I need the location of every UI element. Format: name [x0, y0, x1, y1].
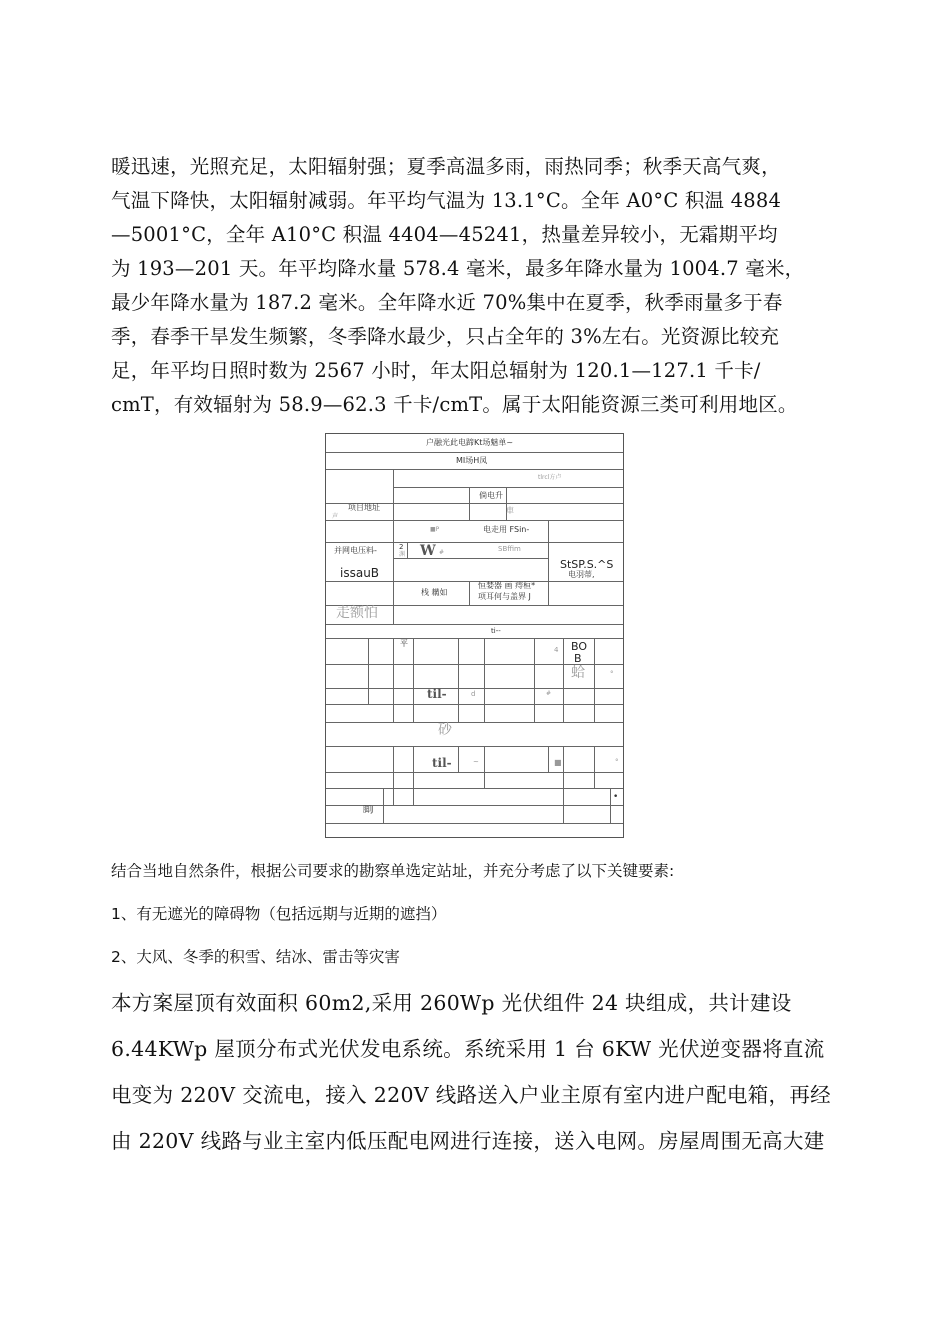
- form-cell-text: StSP.S.^S: [560, 558, 614, 571]
- form-cell-text: 車: [506, 506, 514, 515]
- paragraph-line: cmT，有效辐射为 58.9—62.3 千卡/cmT。属于太阳能资源三类可利用地区。: [111, 393, 798, 416]
- form-rule: [484, 638, 485, 722]
- form-cell-text: til-: [432, 756, 452, 770]
- paragraph-line: 由 220V 线路与业主室内低压配电网进行连接，送入电网。房屋周围无高大建: [111, 1129, 825, 1153]
- form-rule: [413, 746, 414, 805]
- notes-item-1: 1、有无遮光的障碍物（包括远期与近期的遮挡）: [111, 905, 447, 923]
- form-cell-text: #: [546, 690, 552, 697]
- form-cell-text: 渊: [399, 551, 406, 558]
- form-title: 户融光此电蹄Kt场魅单~: [426, 438, 514, 447]
- form-cell-text: 走额怕: [336, 605, 378, 621]
- form-cell-text: SBffim: [498, 545, 521, 553]
- form-cell-text: ■P: [430, 526, 440, 533]
- form-rule: [469, 581, 470, 605]
- paragraph-line: 最少年降水量为 187.2 毫米。全年降水近 70%集中在夏季，秋季雨量多于春: [111, 291, 783, 314]
- form-cell-text: B: [574, 652, 582, 665]
- form-cell-text: ~: [473, 758, 479, 766]
- form-cell-text: 声: [332, 513, 339, 520]
- form-cell-text: 4: [554, 646, 559, 654]
- form-cell-text: •: [613, 792, 619, 802]
- form-cell-text: 电走用 FSin-: [483, 525, 530, 534]
- form-rule: [326, 772, 623, 773]
- form-cell-text: BO: [571, 640, 588, 653]
- paragraph-line: 季，春季干旱发生频繁，冬季降水最少，只占全年的 3%左右。光资源比较充: [111, 325, 780, 348]
- form-rule: [326, 788, 623, 789]
- paragraph-line: 6.44KWp 屋顶分布式光伏发电系统。系统采用 1 台 6KW 光伏逆变器将直流: [111, 1037, 825, 1061]
- form-cell-text: 电羽蒂,: [568, 570, 595, 579]
- form-rule: [610, 788, 611, 823]
- form-cell-text: 倘电升: [479, 491, 503, 500]
- form-cell-text: issauB: [340, 566, 380, 580]
- form-rule: [594, 638, 595, 722]
- form-rule: [326, 542, 623, 543]
- intro-paragraph: [111, 150, 851, 422]
- form-rule: [326, 581, 623, 582]
- form-subtitle: MI场H凤: [456, 456, 488, 465]
- form-cell-text: ti--: [491, 627, 501, 635]
- form-rule: [413, 638, 414, 722]
- system-description-paragraph: [111, 980, 851, 1164]
- form-rule: [563, 788, 564, 823]
- form-rule: [326, 520, 623, 521]
- form-cell-text: #: [439, 549, 445, 556]
- form-rule: [563, 638, 564, 722]
- form-cell-text: 蛤: [571, 665, 585, 681]
- form-rule: [326, 688, 623, 689]
- form-rule: [393, 469, 394, 624]
- paragraph-line: 为 193—201 天。年平均降水量 578.4 毫米，最多年降水量为 1004.7 毫米，: [111, 257, 805, 280]
- form-rule: [548, 520, 549, 581]
- form-rule: [393, 558, 548, 559]
- form-cell-text: °: [615, 758, 619, 766]
- form-cell-text: 脚J: [363, 805, 374, 814]
- form-rule: [326, 746, 623, 747]
- form-cell-text: °: [610, 670, 614, 678]
- form-label-project-address: 项目地址: [348, 503, 380, 512]
- form-cell-text: 平: [400, 639, 408, 648]
- form-cell-text: 项耳何与盖界 J: [478, 592, 531, 601]
- notes-intro: 结合当地自然条件，根据公司要求的勘察单选定站址，并充分考虑了以下关键要素:: [111, 862, 675, 880]
- form-rule: [548, 581, 549, 605]
- form-rule: [326, 823, 623, 824]
- form-rule: [548, 746, 549, 772]
- form-cell-text: d: [471, 690, 476, 698]
- form-rule: [594, 746, 595, 788]
- form-rule: [393, 746, 394, 805]
- form-rule: [326, 704, 623, 705]
- form-cell-text: 栈 耩如: [421, 588, 448, 597]
- form-rule: [393, 487, 623, 488]
- form-rule: [458, 638, 459, 722]
- form-cell-text: ■: [554, 758, 562, 767]
- form-rule: [326, 452, 623, 453]
- form-rule: [383, 788, 384, 823]
- form-rule: [563, 746, 564, 788]
- form-rule: [326, 469, 623, 470]
- form-rule: [407, 542, 408, 558]
- paragraph-line: 本方案屋顶有效面积 60m2,采用 260Wp 光伏组件 24 块组成，共计建设: [111, 991, 792, 1015]
- paragraph-line: 气温下降快，太阳辐射减弱。年平均气温为 13.1°C。全年 A0°C 积温 4884: [111, 189, 782, 212]
- paragraph-line: 暖迅速，光照充足，太阳辐射强；夏季高温多雨，雨热同季；秋季天高气爽，: [111, 155, 781, 178]
- form-cell-text: W: [420, 543, 436, 559]
- notes-item-2: 2、大风、冬季的积雪、结冰、雷击等灾害: [111, 948, 400, 966]
- paragraph-line: 电变为 220V 交流电，接入 220V 线路送入户业主原有室内进户配电箱，再经: [111, 1083, 831, 1107]
- form-rule: [458, 746, 459, 772]
- form-rule: [326, 638, 623, 639]
- form-rule: [326, 624, 623, 625]
- form-rule: [393, 638, 394, 722]
- form-rule: [469, 487, 470, 520]
- form-cell-text: til-: [427, 687, 447, 701]
- form-cell-text: tlrcl方卢: [538, 474, 562, 481]
- paragraph-line: 足，年平均日照时数为 2567 小时，年太阳总辐射为 120.1—127.1 千卡/: [111, 359, 761, 382]
- form-rule: [484, 746, 485, 788]
- form-rule: [326, 722, 623, 723]
- form-rule: [534, 638, 535, 722]
- form-rule: [368, 638, 369, 704]
- paragraph-line: —5001°C，全年 A10°C 积温 4404—45241，热量差异较小，无霜期平均: [111, 223, 778, 246]
- form-label-grid-voltage: 并网电压料-: [334, 546, 377, 555]
- form-cell-text: 恒婪器 画 痔桓*: [478, 581, 536, 590]
- form-cell-text: 砂: [438, 722, 452, 738]
- survey-form-table: [325, 433, 624, 838]
- form-cell-text: 2: [399, 543, 404, 551]
